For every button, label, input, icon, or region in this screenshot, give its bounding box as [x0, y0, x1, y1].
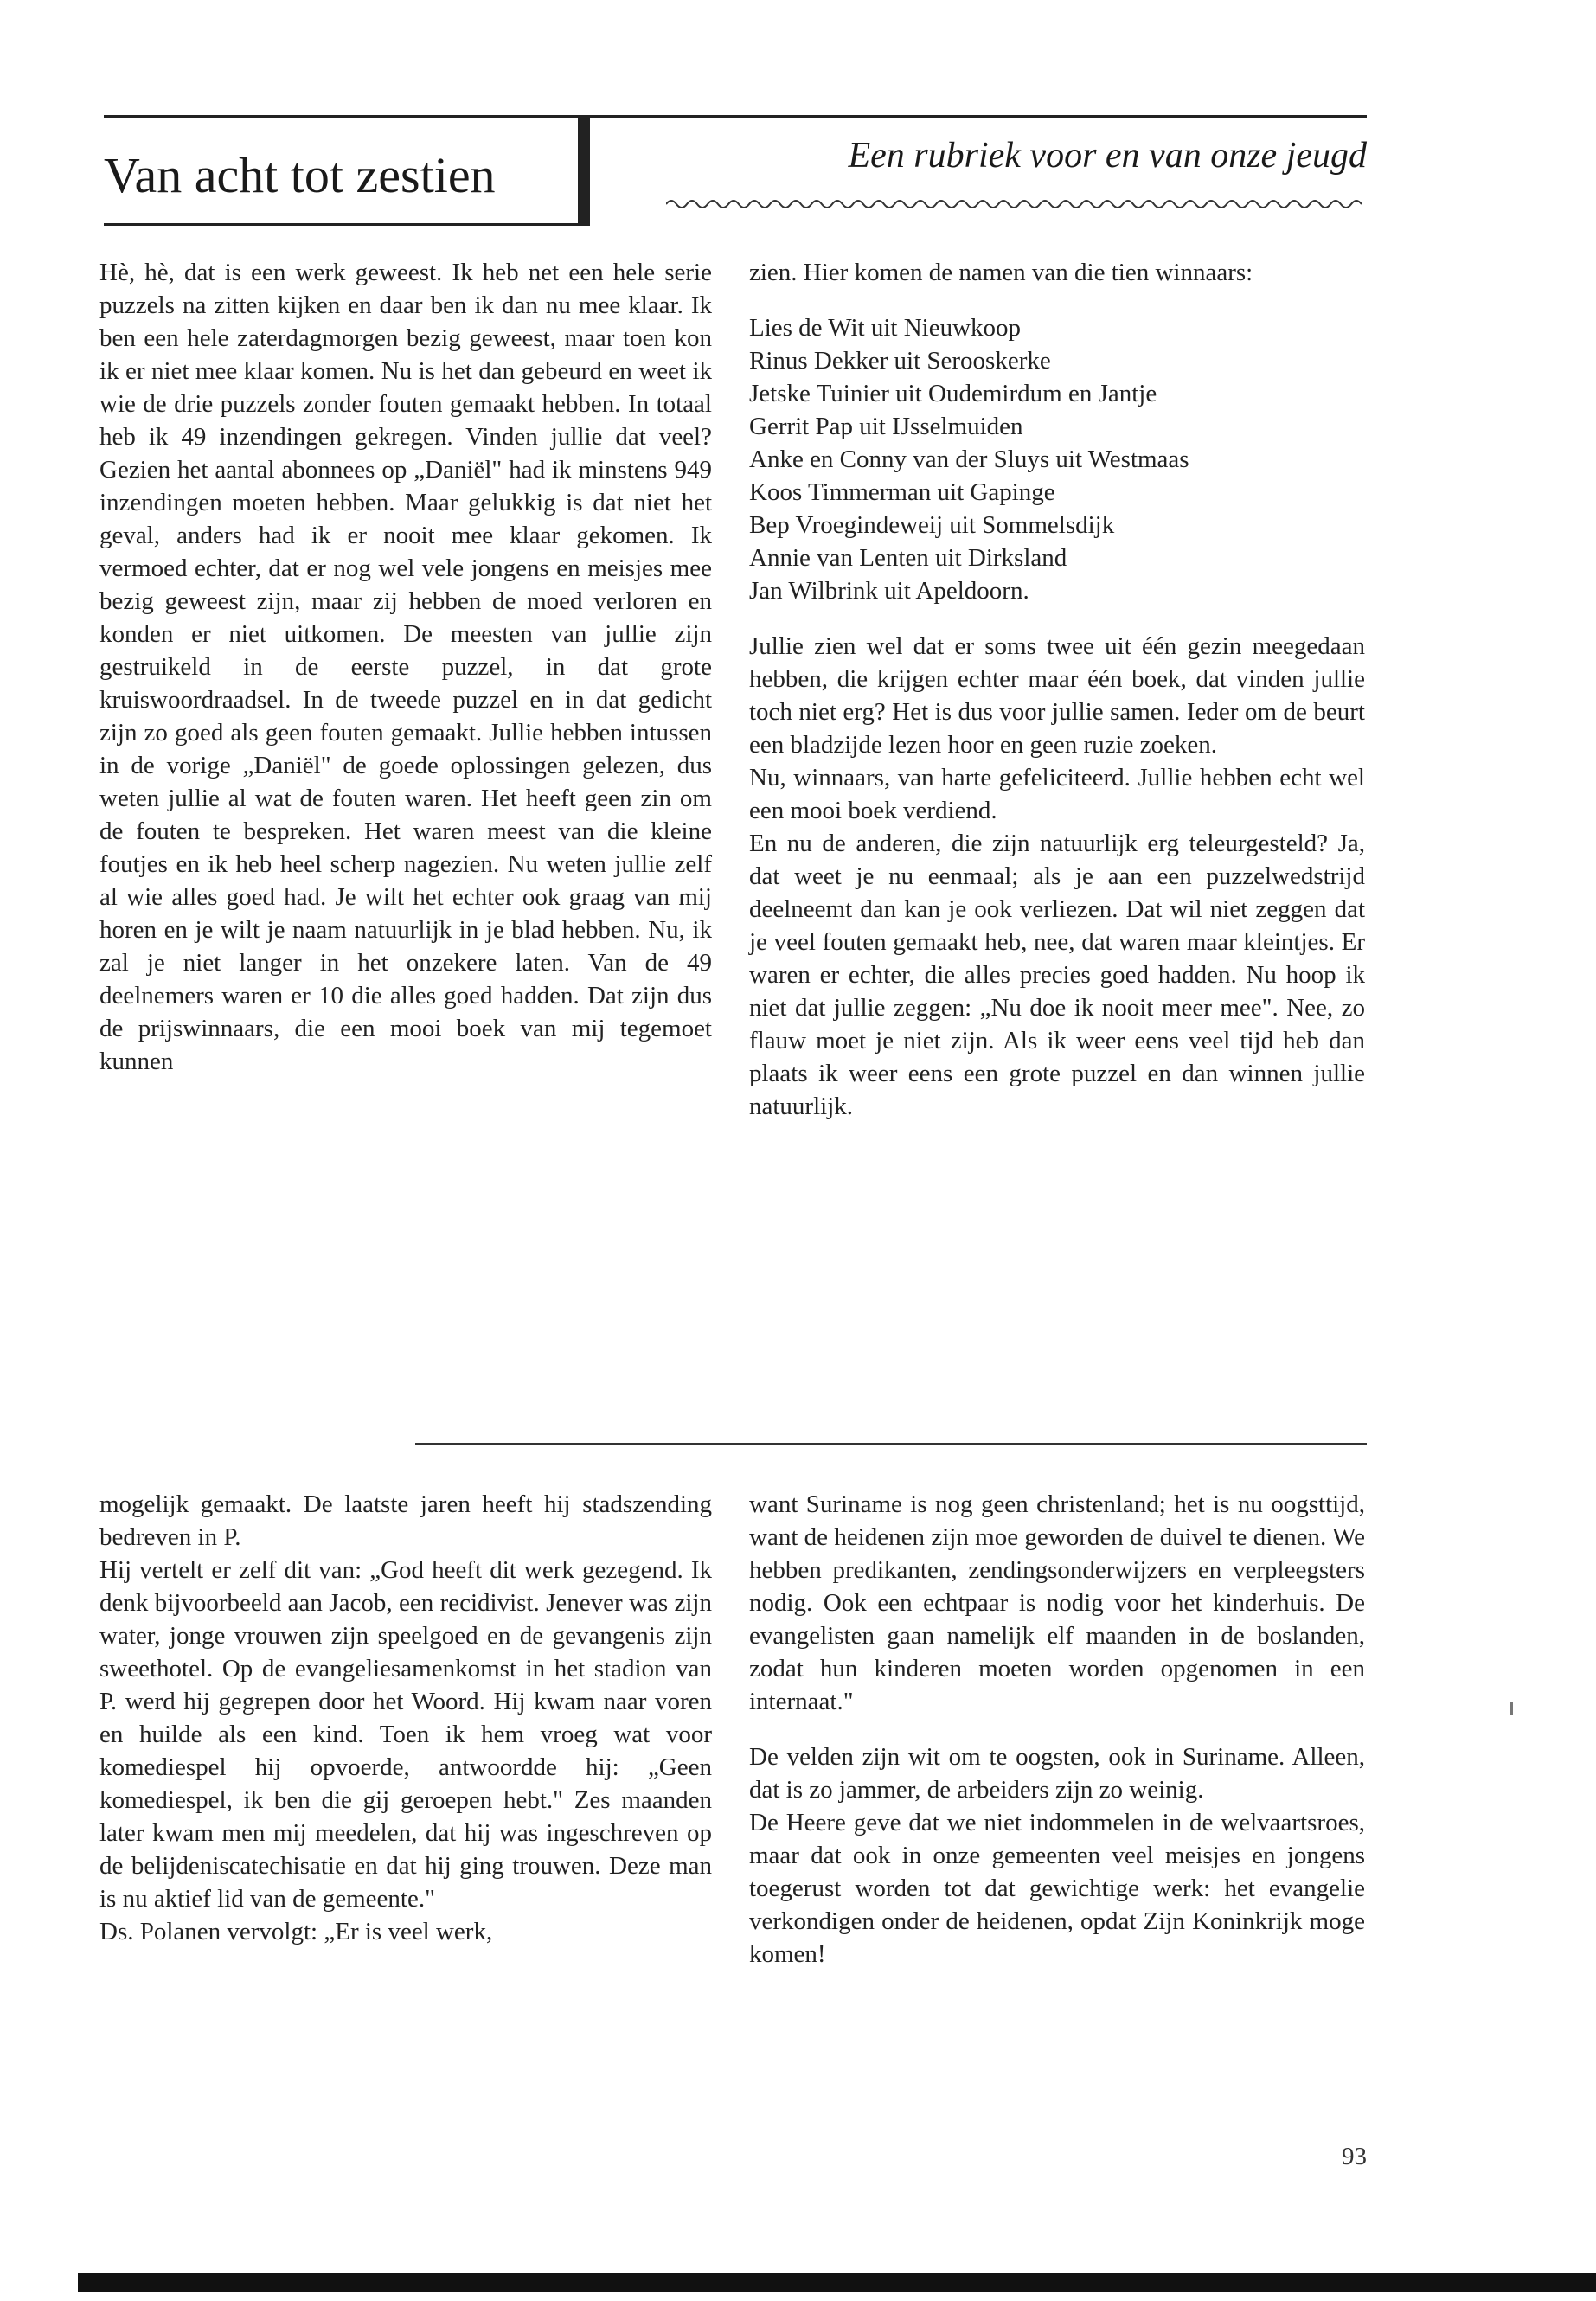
winner-entry: Rinus Dekker uit Serooskerke — [749, 347, 1051, 375]
others-paragraph: En nu de anderen, die zijn natuurlijk erg teleurgesteld? Ja, dat weet je nu eenmaal; als je aan een puzzelwedstrijd deelneemt dan kan je ook verliezen. Dat wil niet zeggen dat je veel fouten gemaakt heb, nee, dat waren maar kleintjes. Er waren er echter, die alles precies goed hadden. Nu hoop ik niet dat jullie zeggen: „Nu doe ik nooit meer mee". Nee, zo flauw moet je niet zijn. Als ik weer eens veel tijd heb dan plaats ik weer eens een grote puzzel en dan winnen jullie natuurlijk. — [749, 830, 1365, 1120]
article-column-bottom-right — [749, 1488, 1365, 1971]
wavy-underline — [666, 195, 1367, 213]
winner-entry: Jetske Tuinier uit Oudemirdum en Jantje — [749, 380, 1157, 407]
winner-entry: Jan Wilbrink uit Apeldoorn. — [749, 577, 1029, 605]
congratulations-paragraph: Nu, winnaars, van harte gefeliciteerd. Jullie hebben echt wel een mooi boek verdiend. — [749, 764, 1365, 824]
mission-paragraph-3: Ds. Polanen vervolgt: „Er is veel werk, — [99, 1918, 493, 1945]
winner-entry: Annie van Lenten uit Dirksland — [749, 544, 1067, 572]
bottom-edge-bar — [78, 2273, 1596, 2292]
winners-list — [749, 311, 1365, 607]
mission-paragraph-1: mogelijk gemaakt. De laatste jaren heeft hij stadszending bedreven in P. — [99, 1490, 712, 1551]
mission-paragraph-5: De velden zijn wit om te oogsten, ook in Suriname. Alleen, dat is zo jammer, de arbeiders zijn zo weinig. — [749, 1743, 1365, 1804]
puzzle-results-paragraph: Hè, hè, dat is een werk geweest. Ik heb net een hele serie puzzels na zitten kijken en daar ben ik dan nu mee klaar. Ik ben een hele zaterdagmorgen bezig geweest, maar toen kon ik er niet mee klaar komen. Nu is het dan gebeurd en weet ik wie de drie puzzels zonder fouten gemaakt hebben. In totaal heb ik 49 inzendingen gekregen. Vinden jullie dat veel? Gezien het aantal abonnees op „Daniël" had ik minstens 949 inzendingen moeten hebben. Maar gelukkig is dat niet het geval, anders had ik er nooit mee klaar gekomen. Ik vermoed echter, dat er nog wel vele jongens en meisjes mee bezig geweest zijn, maar zij hebben de moed verloren en konden er niet uitkomen. De meesten van jullie zijn gestruikeld in de eerste puzzel, in dat grote kruiswoordraadsel. In de tweede puzzel en in dat gedicht zijn zo goed als geen fouten gemaakt. Jullie hebben intussen in de vorige „Daniël" de goede oplossingen gelezen, dus weten jullie al wat de fouten waren. Het heeft geen zin om de fouten te bespreken. Het waren meest van die kleine foutjes en ik heb heel scherp nagezien. Nu weten jullie zelf al wie alles goed had. Je wilt het echter ook graag van mij horen en je wilt je naam natuurlijk in je blad hebben. Nu, ik zal je niet langer in het onzekere laten. Van de 49 deelnemers waren er 10 die alles goed hadden. Dat zijn dus de prijswinnaars, die een mooi boek van mij tegemoet kunnen — [99, 259, 712, 1075]
column-title: Van acht tot zestien — [104, 147, 496, 203]
winners-intro: zien. Hier komen de namen van die tien winnaars: — [749, 259, 1253, 286]
article-column-bottom-left — [99, 1488, 712, 1948]
page-number: 93 — [1342, 2143, 1367, 2170]
winner-entry: Gerrit Pap uit IJsselmuiden — [749, 413, 1023, 440]
mission-paragraph-2: Hij vertelt er zelf dit van: „God heeft dit werk gezegend. Ik denk bijvoorbeeld aan Jacob, een recidivist. Jenever was zijn water, jonge vrouwen zijn speelgoed en de gevangenis zijn sweethotel. Op de evangeliesamenkomst in het stadion van P. werd hij gegrepen door het Woord. Hij kwam naar voren en huilde als een kind. Toen ik hem vroeg wat voor komediespel hij opvoerde, antwoordde hij: „Geen komediespel, ik ben die gij geroepen hebt." Zes maanden later kwam men mij meedelen, dat hij was ingeschreven op de belijdeniscatechisatie en dat hij ging trouwen. Deze man is nu aktief lid van de gemeente." — [99, 1556, 712, 1913]
margin-mark — [1510, 1702, 1513, 1715]
winner-entry: Anke en Conny van der Sluys uit Westmaas — [749, 445, 1189, 473]
winner-entry: Bep Vroegindeweij uit Sommelsdijk — [749, 511, 1115, 539]
winner-entry: Koos Timmerman uit Gapinge — [749, 478, 1055, 506]
shared-prize-paragraph: Jullie zien wel dat er soms twee uit één gezin meegedaan hebben, die krijgen echter maar één boek, dat vinden jullie toch niet erg? Het is dus voor jullie samen. Ieder om de beurt een bladzijde lezen hoor en geen ruzie zoeken. — [749, 632, 1365, 759]
winner-entry: Lies de Wit uit Nieuwkoop — [749, 314, 1022, 342]
section-divider — [415, 1443, 1367, 1445]
mission-paragraph-6: De Heere geve dat we niet indommelen in de welvaartsroes, maar dat ook in onze gemeenten veel meisjes en jongens toegerust worden tot dat gewichtige werk: het evangelie verkondigen onder de heidenen, opdat Zijn Koninkrijk moge komen! — [749, 1809, 1365, 1968]
article-column-top-left — [99, 256, 712, 1078]
mission-paragraph-4: want Suriname is nog geen christenland; het is nu oogsttijd, want de heidenen zijn moe geworden de duivel te dienen. We hebben predikanten, zendingsonderwijzers en verpleegsters nodig. Ook een echtpaar is nodig voor het kinderhuis. De evangelisten gaan namelijk elf maanden in de boslanden, zodat hun kinderen moeten worden opgenomen in een internaat." — [749, 1490, 1365, 1715]
column-subtitle: Een rubriek voor en van onze jeugd — [848, 136, 1367, 176]
article-column-top-right — [749, 256, 1365, 1123]
